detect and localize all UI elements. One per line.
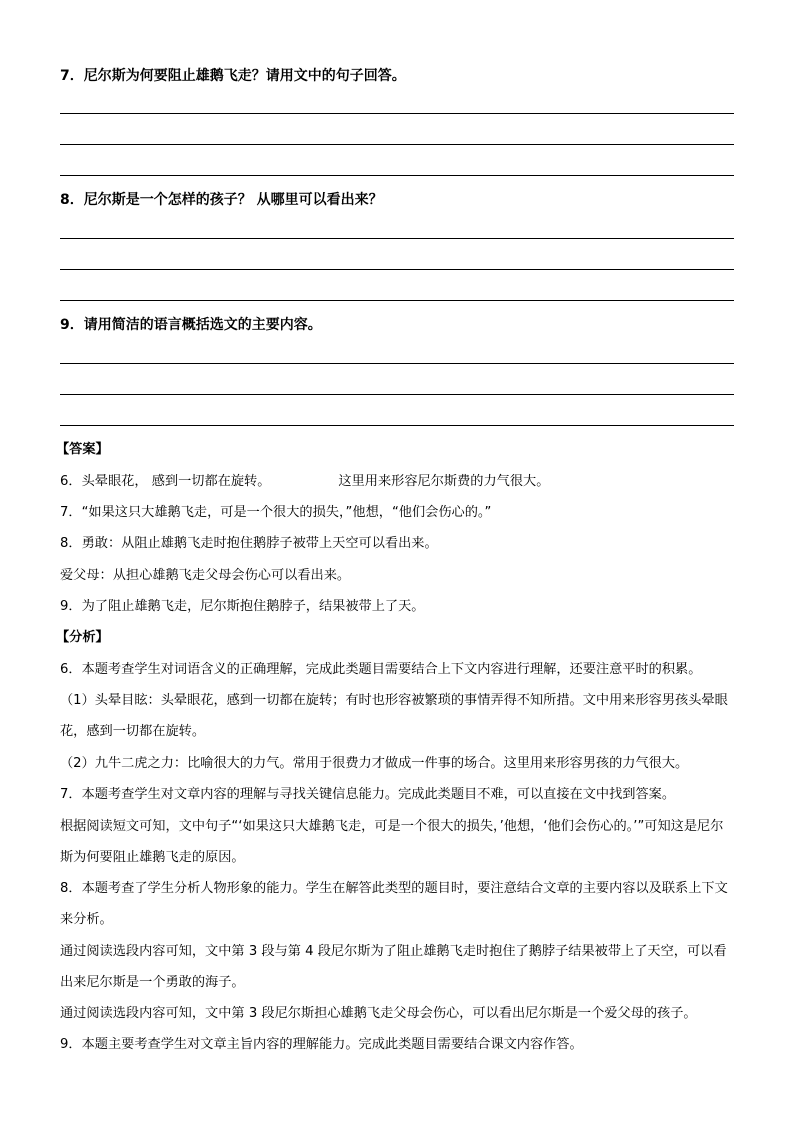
answer-line xyxy=(60,269,734,270)
analysis-6-item-1: （1）头晕目眩：头晕眼花，感到一切都在旋转；有时也形容被繁琐的事情弄得不知所措。文中用来形容男孩头晕眼花，感到一切都在旋转。 xyxy=(60,693,728,739)
question-8-title: 8．尼尔斯是一个怎样的孩子？ 从哪里可以看出来？ xyxy=(60,192,383,208)
analysis-heading: 【分析】 xyxy=(56,630,109,645)
analysis-6: 6．本题考查学生对词语含义的正确理解，完成此类题目需要结合上下文内容进行理解，还要注意平时的积累。 xyxy=(60,662,702,677)
answer-6-part-1: 6．头晕眼花， 感到一切都在旋转。 xyxy=(60,474,271,489)
answer-7: 7．“如果这只大雄鹅飞走，可是一个很大的损失，”他想，“他们会伤心的。” xyxy=(60,505,492,520)
question-9-title: 9．请用简洁的语言概括选文的主要内容。 xyxy=(60,317,322,333)
answer-line xyxy=(60,394,734,395)
answer-9: 9．为了阻止雄鹅飞走，尼尔斯抱住鹅脖子，结果被带上了天。 xyxy=(60,599,425,614)
answer-line xyxy=(60,363,734,364)
answer-line xyxy=(60,144,734,145)
analysis-7: 7．本题考查学生对文章内容的理解与寻找关键信息能力。完成此类题目不难，可以直接在文中找到答案。 xyxy=(60,787,676,802)
answer-line xyxy=(60,238,734,239)
question-7-title: 7．尼尔斯为何要阻止雄鹅飞走？请用文中的句子回答。 xyxy=(60,68,406,84)
analysis-8: 8．本题考查了学生分析人物形象的能力。学生在解答此类型的题目时，要注意结合文章的主要内容以及联系上下文来分析。 xyxy=(60,881,728,927)
answer-6 xyxy=(60,472,736,492)
answer-heading: 【答案】 xyxy=(56,442,109,457)
answer-line xyxy=(60,300,734,301)
analysis-7-detail: 根据阅读短文可知，文中句子“‘如果这只大雄鹅飞走，可是一个很大的损失，’他想，‘他们会伤心的。’”可知这是尼尔斯为何要阻止雄鹅飞走的原因。 xyxy=(60,819,724,865)
answer-8-line-1: 8．勇敢：从阻止雄鹅飞走时抱住鹅脖子被带上天空可以看出来。 xyxy=(60,536,438,551)
answer-line xyxy=(60,175,734,176)
analysis-8-detail-2: 通过阅读选段内容可知，文中第 3 段尼尔斯担心雄鹅飞走父母会伤心，可以看出尼尔斯是一个爱父母的孩子。 xyxy=(60,1006,697,1021)
answer-line xyxy=(60,425,734,426)
answer-8-line-2: 爱父母：从担心雄鹅飞走父母会伤心可以看出来。 xyxy=(60,568,351,583)
analysis-9: 9．本题主要考查学生对文章主旨内容的理解能力。完成此类题目需要结合课文内容作答。 xyxy=(60,1037,583,1052)
answer-6-part-2: 这里用来形容尼尔斯费的力气很大。 xyxy=(338,474,550,489)
analysis-6-item-2: （2）九牛二虎之力：比喻很大的力气。常用于很费力才做成一件事的场合。这里用来形容男孩的力气很大。 xyxy=(60,756,689,771)
answer-line xyxy=(60,113,734,114)
analysis-8-detail-1: 通过阅读选段内容可知，文中第 3 段与第 4 段尼尔斯为了阻止雄鹅飞走时抱住了鹅脖子结果被带上了天空，可以看出来尼尔斯是一个勇敢的海子。 xyxy=(60,944,727,990)
